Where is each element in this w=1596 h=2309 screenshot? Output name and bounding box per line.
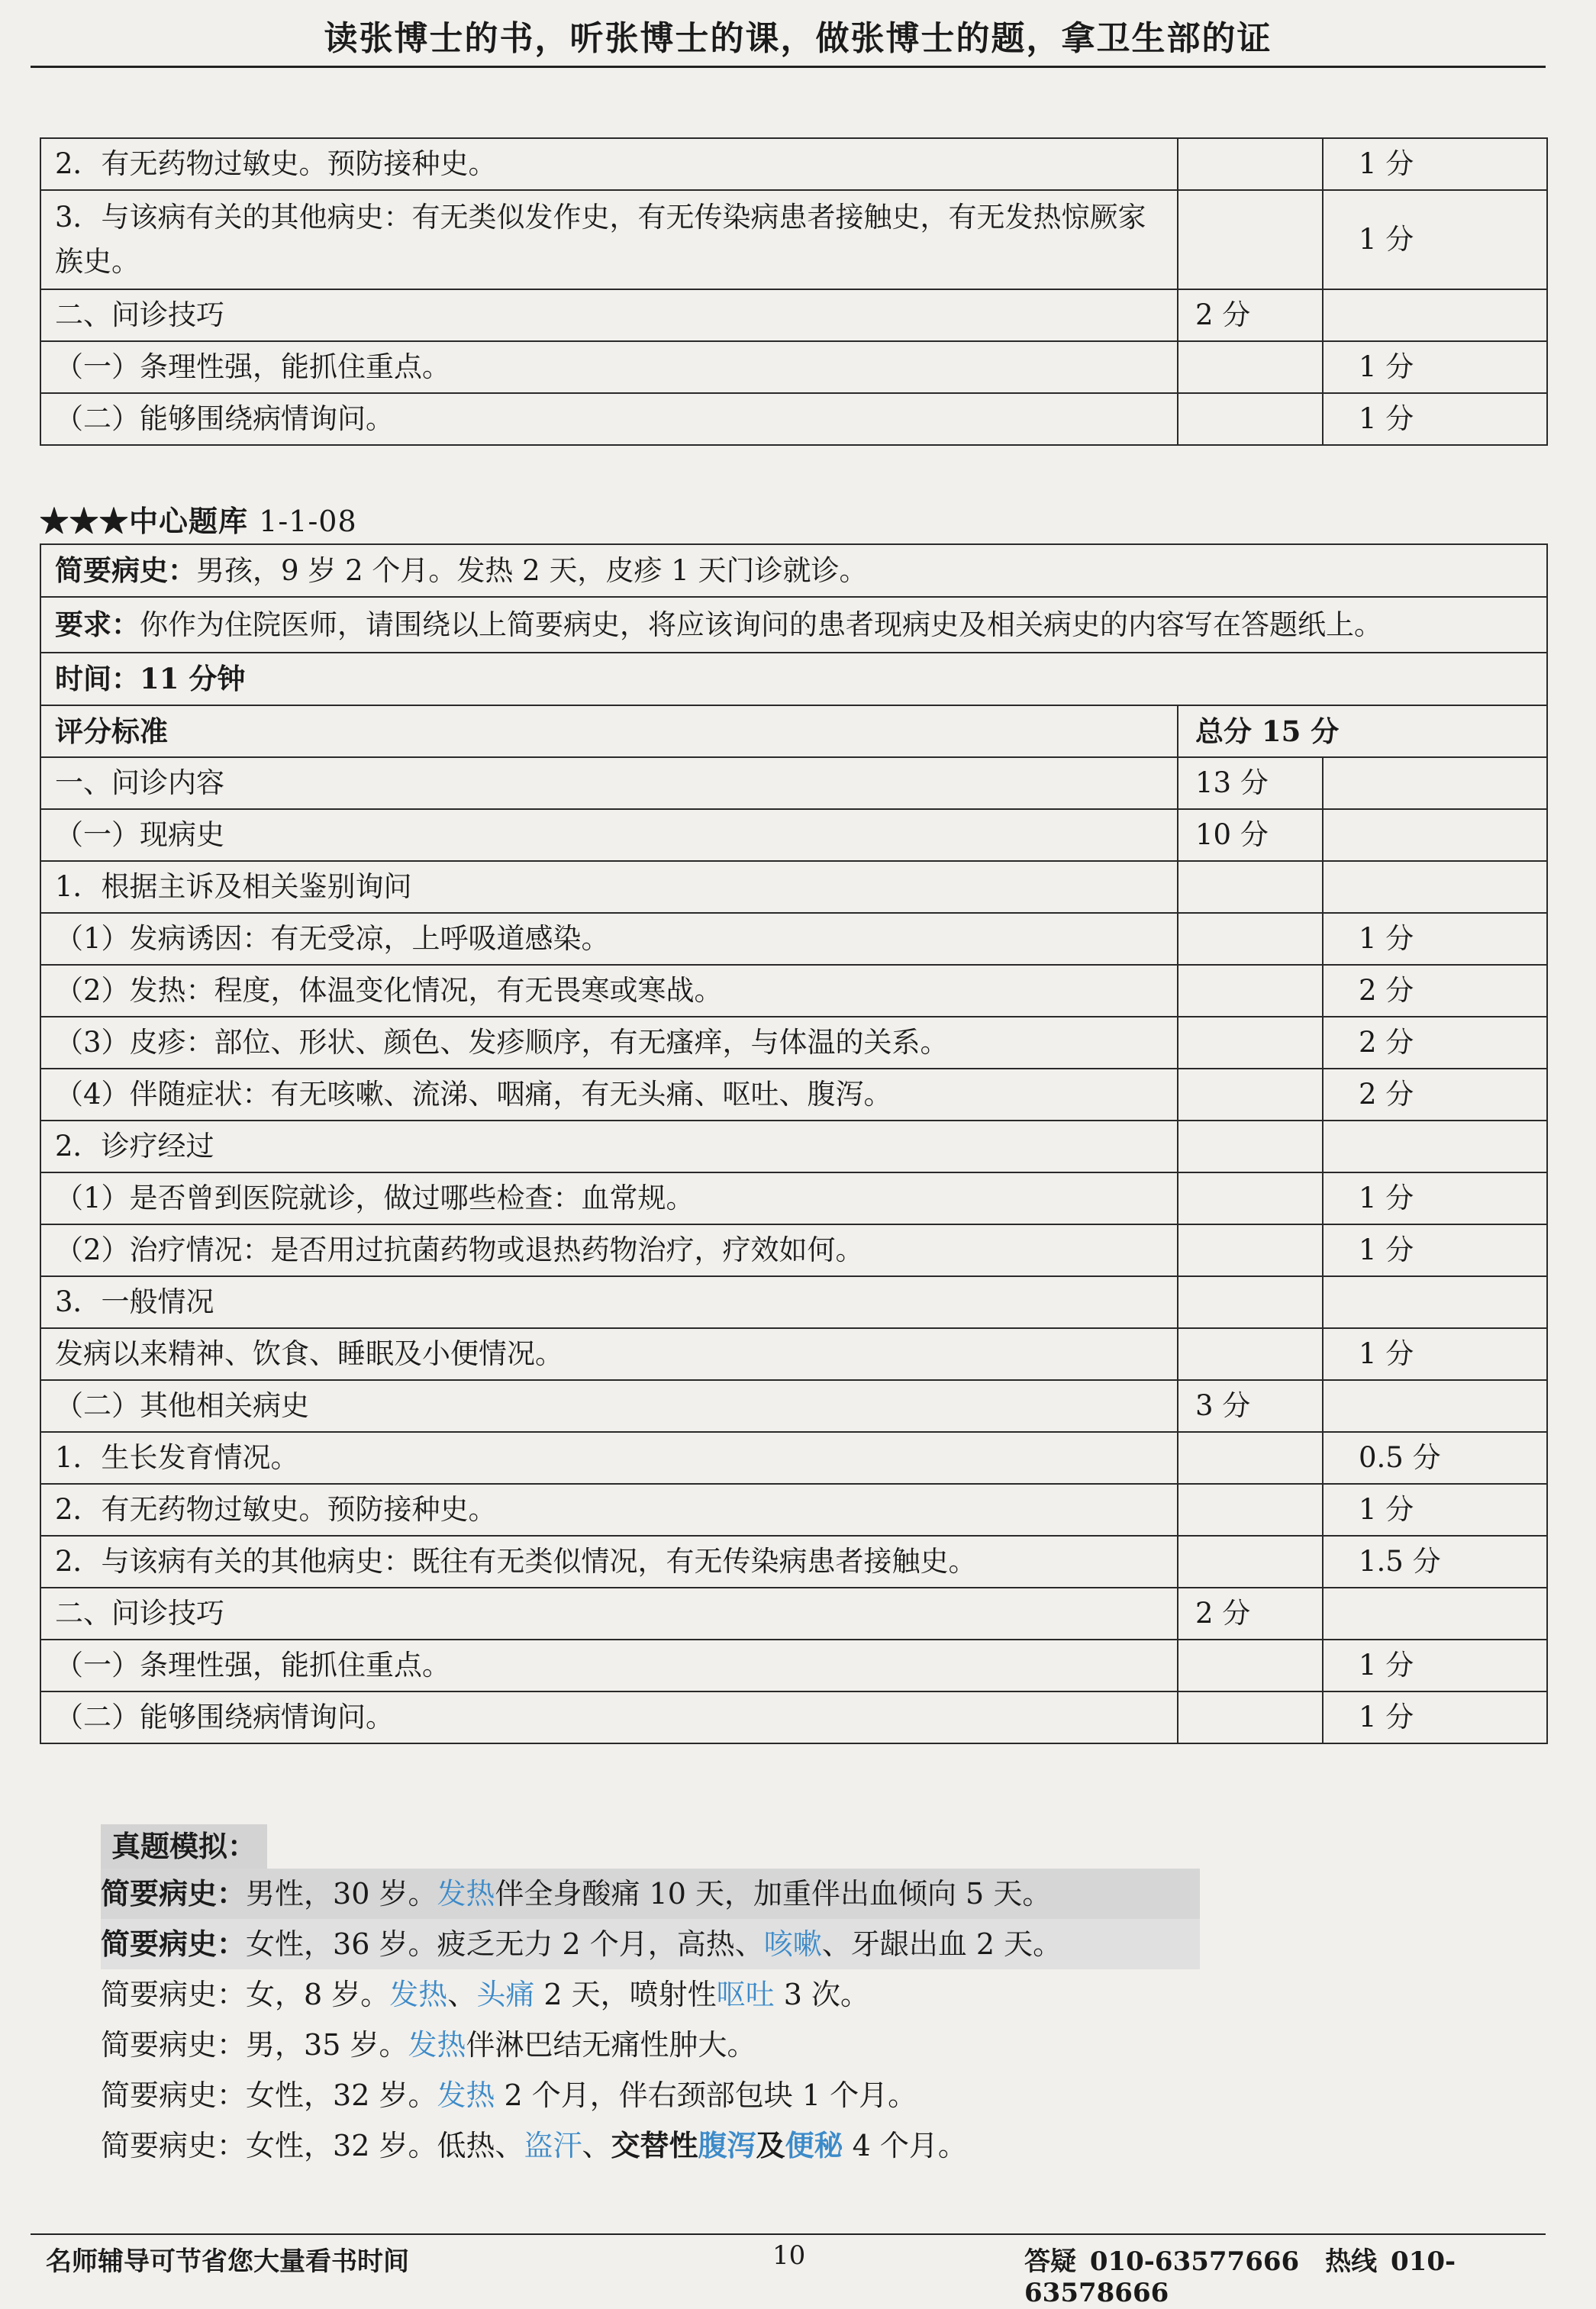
keyword-symptom: 头痛 — [476, 1978, 535, 2011]
simulation-line — [101, 2070, 1551, 2120]
simulation-line — [101, 1869, 1551, 1919]
row-text: （二）能够围绕病情询问。 — [40, 1691, 1178, 1743]
keyword-symptom: 发热 — [437, 2078, 495, 2112]
time-cell — [40, 653, 1547, 705]
history-row — [40, 544, 1547, 597]
time-row — [40, 653, 1547, 705]
sim-text: 女性，32 岁。低热、 — [246, 2129, 524, 2162]
sim-text: 2 个月，伴右颈部包块 1 个月。 — [495, 2078, 917, 2112]
keyword-symptom: 腹泻 — [698, 2128, 756, 2162]
scoring-table-1-1-08 — [40, 543, 1548, 1744]
row-mid-score — [1178, 1224, 1323, 1276]
row-score — [1323, 1121, 1547, 1172]
row-mid-score — [1178, 1484, 1323, 1536]
row-score: 0.5 分 — [1323, 1432, 1547, 1484]
row-text: 2．诊疗经过 — [40, 1121, 1178, 1172]
keyword-symptom: 便秘 — [785, 2128, 843, 2162]
row-score: 1 分 — [1323, 393, 1547, 445]
table-row — [40, 913, 1547, 965]
row-mid-score — [1178, 341, 1323, 393]
section-stars: ★★★中心题库 — [40, 504, 249, 538]
requirement-cell — [40, 597, 1547, 653]
table-row — [40, 1224, 1547, 1276]
history-label: 简要病史： — [101, 2129, 247, 2162]
table-row — [40, 1691, 1547, 1743]
sim-text: 伴全身酸痛 10 天，加重伴出血倾向 5 天。 — [495, 1877, 1052, 1911]
row-score — [1323, 1276, 1547, 1328]
sim-text: 男，35 岁。 — [246, 2028, 408, 2062]
keyword-symptom: 发热 — [437, 1877, 495, 1911]
row-mid-score: 2 分 — [1178, 289, 1323, 341]
table-row — [40, 1640, 1547, 1691]
row-score: 1 分 — [1323, 341, 1547, 393]
keyword-symptom: 发热 — [389, 1978, 448, 2011]
row-text: （一）条理性强，能抓住重点。 — [40, 341, 1178, 393]
table-row — [40, 861, 1547, 913]
row-text: 2．有无药物过敏史。预防接种史。 — [40, 1484, 1178, 1536]
keyword-symptom: 盗汗 — [524, 2129, 582, 2162]
history-label: 简要病史： — [101, 2078, 247, 2112]
row-text: 二、问诊技巧 — [40, 1588, 1178, 1640]
row-mid-score — [1178, 861, 1323, 913]
row-score: 1 分 — [1323, 1224, 1547, 1276]
row-score: 2 分 — [1323, 1069, 1547, 1121]
table-row — [40, 809, 1547, 861]
simulation-line — [101, 2020, 1551, 2070]
row-mid-score: 10 分 — [1178, 809, 1323, 861]
table-row — [40, 1172, 1547, 1224]
row-text: （一）条理性强，能抓住重点。 — [40, 1640, 1178, 1691]
table-row — [40, 1588, 1547, 1640]
footer-slogan: 名师辅导可节省您大量看书时间 — [46, 2246, 409, 2277]
table-row — [40, 965, 1547, 1017]
row-mid-score — [1178, 138, 1323, 190]
row-score — [1323, 289, 1547, 341]
simulation-section — [40, 1824, 1551, 2171]
row-mid-score — [1178, 1121, 1323, 1172]
row-mid-score — [1178, 190, 1323, 289]
keyword-bold: 交替性 — [611, 2128, 698, 2162]
keyword-symptom: 发热 — [408, 2028, 466, 2062]
row-mid-score — [1178, 1172, 1323, 1224]
simulation-line — [101, 2120, 1551, 2171]
footer-contact: 答疑 010-63577666 热线 010-63578666 — [1024, 2246, 1456, 2308]
row-score — [1323, 861, 1547, 913]
history-label: 简要病史： — [101, 1978, 247, 2011]
table-row — [40, 1276, 1547, 1328]
sim-text: 男性，30 岁。 — [246, 1877, 437, 1911]
total-score-label: 总分 15 分 — [1178, 705, 1547, 757]
row-score — [1323, 757, 1547, 809]
history-text: 男孩，9 岁 2 个月。发热 2 天，皮疹 1 天门诊就诊。 — [196, 554, 868, 587]
table-row — [40, 1380, 1547, 1432]
row-mid-score — [1178, 965, 1323, 1017]
history-label: 简要病史： — [101, 2028, 247, 2062]
table-row — [40, 1069, 1547, 1121]
row-score: 2 分 — [1323, 1017, 1547, 1069]
table-row — [40, 1432, 1547, 1484]
row-score — [1323, 809, 1547, 861]
criteria-header-row — [40, 705, 1547, 757]
row-text: （二）能够围绕病情询问。 — [40, 393, 1178, 445]
scoring-table-previous — [40, 137, 1548, 446]
table-row — [40, 1484, 1547, 1536]
sim-text: 女，8 岁。 — [246, 1978, 390, 2011]
row-mid-score: 2 分 — [1178, 1588, 1323, 1640]
table-row — [40, 393, 1547, 445]
sim-text: 4 个月。 — [843, 2129, 967, 2162]
row-mid-score: 13 分 — [1178, 757, 1323, 809]
sim-text: 伴淋巴结无痛性肿大。 — [466, 2028, 756, 2062]
table-row — [40, 190, 1547, 289]
row-text: 2．有无药物过敏史。预防接种史。 — [40, 138, 1178, 190]
row-text: 2．与该病有关的其他病史：既往有无类似情况，有无传染病患者接触史。 — [40, 1536, 1178, 1588]
history-label: 简要病史： — [101, 1927, 247, 1961]
row-mid-score — [1178, 1432, 1323, 1484]
table-row — [40, 1328, 1547, 1380]
keyword-symptom: 呕吐 — [716, 1978, 775, 2011]
row-mid-score — [1178, 1691, 1323, 1743]
row-score — [1323, 1380, 1547, 1432]
row-mid-score — [1178, 1276, 1323, 1328]
row-mid-score — [1178, 393, 1323, 445]
sim-text: 、 — [582, 2129, 611, 2162]
row-text: （二）其他相关病史 — [40, 1380, 1178, 1432]
time-label: 时间： — [55, 662, 140, 695]
table-row — [40, 1121, 1547, 1172]
table-row — [40, 289, 1547, 341]
page-number: 10 — [772, 2240, 806, 2271]
table-row — [40, 757, 1547, 809]
keyword-symptom: 咳嗽 — [763, 1927, 822, 1961]
row-score — [1323, 1588, 1547, 1640]
header-rule — [31, 66, 1546, 68]
row-text: 1．生长发育情况。 — [40, 1432, 1178, 1484]
simulation-line — [101, 1969, 1551, 2020]
criteria-label: 评分标准 — [40, 705, 1178, 757]
row-text: （2）治疗情况：是否用过抗菌药物或退热药物治疗，疗效如何。 — [40, 1224, 1178, 1276]
history-cell — [40, 544, 1547, 597]
row-score: 1 分 — [1323, 138, 1547, 190]
requirement-text: 你作为住院医师，请围绕以上简要病史，将应该询问的患者现病史及相关病史的内容写在答题纸上。 — [140, 608, 1382, 641]
history-label: 简要病史： — [55, 553, 196, 587]
row-mid-score — [1178, 1069, 1323, 1121]
row-mid-score — [1178, 1328, 1323, 1380]
requirement-label: 要求： — [55, 608, 140, 641]
row-mid-score — [1178, 913, 1323, 965]
row-score: 1 分 — [1323, 1640, 1547, 1691]
row-text: 1．根据主诉及相关鉴别询问 — [40, 861, 1178, 913]
row-score: 1 分 — [1323, 1691, 1547, 1743]
table-row — [40, 138, 1547, 190]
row-text: （4）伴随症状：有无咳嗽、流涕、咽痛，有无头痛、呕吐、腹泻。 — [40, 1069, 1178, 1121]
sim-text: 女性，32 岁。 — [246, 2078, 437, 2112]
section-ref: 1-1-08 — [259, 505, 357, 538]
page-header-title: 读张博士的书，听张博士的课，做张博士的题，拿卫生部的证 — [324, 19, 1272, 58]
sim-text: 2 天，喷射性 — [534, 1978, 717, 2011]
row-mid-score — [1178, 1536, 1323, 1588]
row-score: 1 分 — [1323, 190, 1547, 289]
row-text: （1）是否曾到医院就诊，做过哪些检查：血常规。 — [40, 1172, 1178, 1224]
sim-text: 、 — [447, 1978, 477, 2011]
row-text: （2）发热：程度，体温变化情况，有无畏寒或寒战。 — [40, 965, 1178, 1017]
row-text: 二、问诊技巧 — [40, 289, 1178, 341]
sim-text: 、牙龈出血 2 天。 — [821, 1927, 1062, 1961]
row-score: 1.5 分 — [1323, 1536, 1547, 1588]
table-row — [40, 1017, 1547, 1069]
row-text: 3．一般情况 — [40, 1276, 1178, 1328]
simulation-title: 真题模拟： — [101, 1824, 267, 1869]
keyword-bold: 及 — [756, 2128, 785, 2162]
time-value: 11 分钟 — [140, 662, 246, 695]
row-mid-score — [1178, 1640, 1323, 1691]
row-text: 一、问诊内容 — [40, 757, 1178, 809]
simulation-line — [101, 1919, 1551, 1969]
row-text: （1）发病诱因：有无受凉，上呼吸道感染。 — [40, 913, 1178, 965]
row-score: 2 分 — [1323, 965, 1547, 1017]
row-text: 发病以来精神、饮食、睡眠及小便情况。 — [40, 1328, 1178, 1380]
row-mid-score — [1178, 1017, 1323, 1069]
row-score: 1 分 — [1323, 913, 1547, 965]
row-score: 1 分 — [1323, 1328, 1547, 1380]
table-row — [40, 1536, 1547, 1588]
row-score: 1 分 — [1323, 1172, 1547, 1224]
sim-text: 3 次。 — [774, 1978, 870, 2011]
requirement-row — [40, 597, 1547, 653]
row-score: 1 分 — [1323, 1484, 1547, 1536]
row-text: （一）现病史 — [40, 809, 1178, 861]
row-mid-score: 3 分 — [1178, 1380, 1323, 1432]
section-title — [40, 498, 357, 540]
row-text: 3．与该病有关的其他病史：有无类似发作史，有无传染病患者接触史，有无发热惊厥家族史。 — [40, 190, 1178, 289]
row-text: （3）皮疹：部位、形状、颜色、发疹顺序，有无瘙痒，与体温的关系。 — [40, 1017, 1178, 1069]
footer-rule — [31, 2233, 1546, 2235]
table-row — [40, 341, 1547, 393]
sim-text: 女性，36 岁。疲乏无力 2 个月，高热、 — [246, 1927, 764, 1961]
history-label: 简要病史： — [101, 1876, 247, 1911]
